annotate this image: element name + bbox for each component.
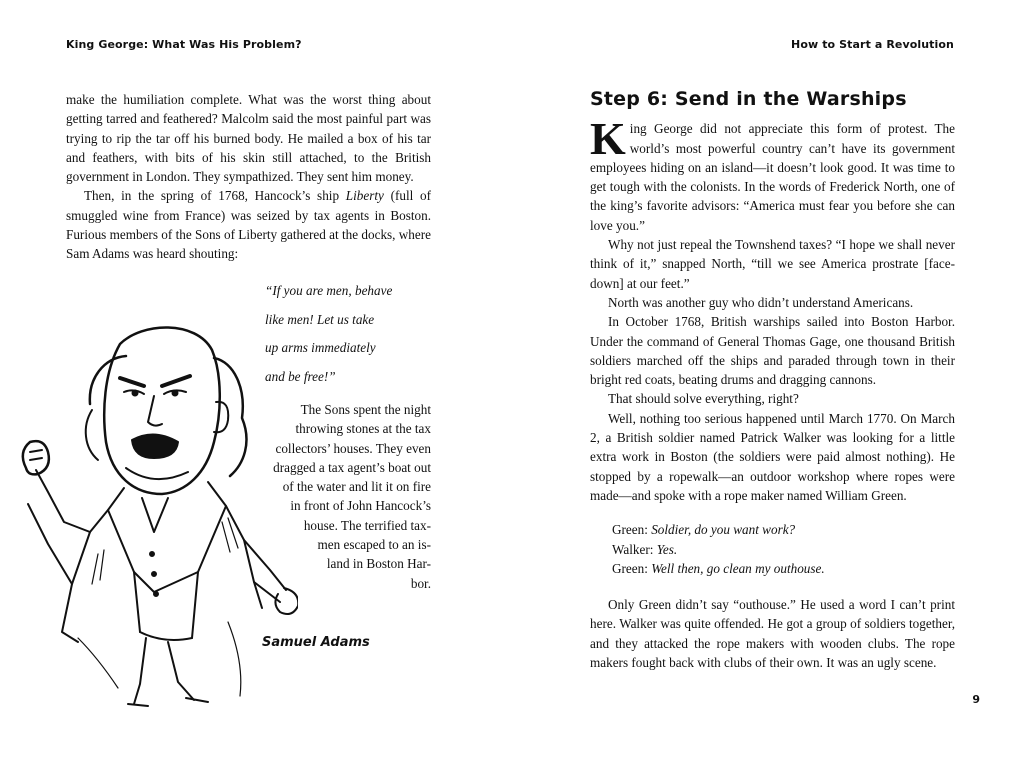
text-run: Adams was heard shouting: xyxy=(92,246,239,262)
paragraph: Why not just repeal the Townshend taxes? “I hope we shall never think of it,” snapped North, “till we see America prostrate [face-down] at our feet.” xyxy=(590,237,955,291)
speech: Well then, go clean my outhouse. xyxy=(651,560,825,576)
figure-caption: Samuel Adams xyxy=(262,635,370,650)
speaker: Walker: xyxy=(612,541,654,557)
dialogue-block xyxy=(590,520,955,578)
text-line: collectors’ houses. They even xyxy=(275,440,431,456)
drop-cap: K xyxy=(590,113,626,165)
dialogue-line xyxy=(590,559,955,578)
text-run: (full of smuggled wine from France) was seized by tax agents in Boston. Furious members of the Sons of Liberty gathered at the docks, where Sam xyxy=(66,188,431,262)
right-page-text xyxy=(590,90,955,672)
dialogue-line xyxy=(590,520,955,539)
quote-line: and be free!” xyxy=(265,368,336,384)
samuel-adams-illustration xyxy=(8,292,298,712)
text-line: The Sons spent the night xyxy=(300,402,431,417)
quote-line: like men! Let us take xyxy=(265,311,375,327)
text-line: bor. xyxy=(410,575,431,591)
text-line: of the water and lit it on fire xyxy=(282,479,431,495)
paragraph: make the humiliation complete. What was the worst thing about getting tarred and feathered? Malcolm said the most painful part was trying to rip the tar off his burned body. He mailed a box of his tar and feathers, with bits of his skin still attached, to the British government in London. They sympathized. They sent him money. xyxy=(66,92,431,185)
paragraph: Only Green didn’t say “outhouse.” He used a word I can’t print here. Walker was quite offended. He got a group of soldiers together, and they attacked the rope makers with wooden clubs. The rope makers fought back with clubs of their own. It was an ugly scene. xyxy=(590,597,955,671)
page-number: 9 xyxy=(972,693,980,706)
speech: Soldier, do you want work? xyxy=(651,522,796,538)
running-head-left: King George: What Was His Problem? xyxy=(66,38,302,51)
speech: Yes. xyxy=(656,541,678,557)
text-run: Then, in the spring of 1768, Hancock’s ship xyxy=(84,188,340,204)
paragraph: North was another guy who didn’t understand Americans. xyxy=(608,294,914,310)
text-line: throwing stones at the tax xyxy=(295,421,431,437)
text-line: men escaped to an is- xyxy=(317,537,431,553)
paragraph: Well, nothing too serious happened until March 1770. On March 2, a British soldier named Patrick Walker was looking for a little extra work in Boston (the soldiers were paid almost nothing). He stopped by a ropewalk—an outdoor workshop where ropes were made—and spoke with a rope maker named William Green. xyxy=(590,410,955,503)
running-head-right: How to Start a Revolution xyxy=(791,38,954,51)
speaker: Green: xyxy=(612,560,648,576)
text-line: in front of John Hancock’s xyxy=(290,498,431,514)
quote-line: “If you are men, behave xyxy=(265,283,393,298)
paragraph: In October 1768, British warships sailed into Boston Harbor. Under the command of General Thomas Gage, one thousand British soldiers marched off the ships and paraded through town in their bright red coats, beating drums and dragging cannons. xyxy=(590,314,955,388)
dialogue-line xyxy=(590,540,955,559)
text-line: dragged a tax agent’s boat out xyxy=(273,459,431,475)
text-line: house. The terrified tax- xyxy=(303,517,431,533)
paragraph xyxy=(590,113,955,235)
text-run: ing George did not appreciate this form of protest. The world’s most powerful country can’t have its government employees hiding on an island—it doesn’t look good. It was time to get tough with the colonists. In the words of Frederick North, one of the king’s favorite advisors: “America must fear you before she can love you.” xyxy=(590,121,955,233)
left-page-text xyxy=(66,90,431,264)
ship-name: Liberty xyxy=(345,188,384,204)
text-line: land in Boston Har- xyxy=(326,556,431,572)
paragraph: That should solve everything, right? xyxy=(608,391,799,407)
speaker: Green: xyxy=(612,522,648,538)
paragraph xyxy=(66,186,431,263)
quote-line: up arms immediately xyxy=(265,340,376,355)
section-heading: Step 6: Send in the Warships xyxy=(590,88,907,110)
